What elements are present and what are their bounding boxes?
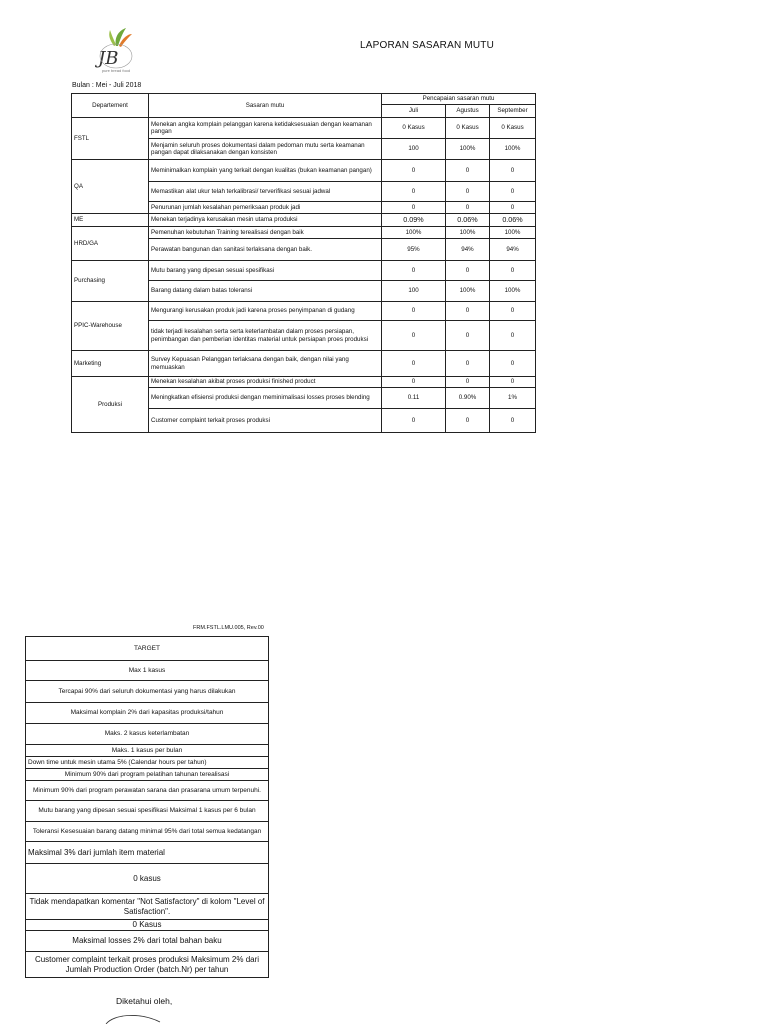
value-cell: 100%	[490, 227, 536, 239]
value-cell: 0.06%	[446, 214, 490, 227]
target-cell: Minimum 90% dari program perawatan sarana dan prasarana umum terpenuhi.	[26, 781, 269, 801]
value-cell: 0	[490, 182, 536, 202]
department-cell: Marketing	[72, 351, 149, 377]
col-header-objective: Sasaran mutu	[149, 94, 382, 118]
value-cell: 0	[382, 160, 446, 182]
value-cell: 0	[490, 377, 536, 388]
objective-cell: Memastikan alat ukur telah terkalibrasi/ terverifikasi sesuai jadwal	[149, 182, 382, 202]
value-cell: 0	[490, 351, 536, 377]
value-cell: 0	[382, 182, 446, 202]
report-title: LAPORAN SASARAN MUTU	[360, 40, 495, 51]
table-row	[72, 302, 536, 321]
objective-cell: Mengurangi kerusakan produk jadi karena proses penyimpanan di gudang	[149, 302, 382, 321]
company-logo	[86, 24, 146, 74]
value-cell: 100%	[446, 139, 490, 160]
signature-stamp	[100, 1010, 170, 1024]
value-cell: 100%	[490, 139, 536, 160]
value-cell: 0	[382, 409, 446, 433]
logo-letters: JB	[98, 48, 119, 69]
target-cell: 0 Kasus	[26, 920, 269, 931]
objective-cell: Mutu barang yang dipesan sesuai spesifikasi	[149, 261, 382, 281]
target-cell: Tercapai 90% dari seluruh dokumentasi yang harus dilakukan	[26, 681, 269, 703]
objective-cell: tidak terjadi kesalahan serta serta keterlambatan dalam proses persiapan, penimbangan dan pemberian identitas material untuk persiapan proes produksi	[149, 321, 382, 351]
objective-cell: Menekan kesalahan akibat proses produksi finished product	[149, 377, 382, 388]
department-cell: Produksi	[72, 377, 149, 433]
value-cell: 0	[382, 351, 446, 377]
col-header-department: Departement	[72, 94, 149, 118]
value-cell: 0	[382, 377, 446, 388]
table-row	[72, 160, 536, 182]
department-cell: PPIC-Warehouse	[72, 302, 149, 351]
objective-cell: Customer complaint terkait proses produksi	[149, 409, 382, 433]
department-cell: FSTL	[72, 118, 149, 160]
target-cell: Maksimal 3% dari jumlah item material	[26, 842, 269, 864]
value-cell: 0	[490, 321, 536, 351]
objective-cell: Menekan angka komplain pelanggan karena ketidaksesuaian dengan keamanan pangan	[149, 118, 382, 139]
value-cell: 0	[490, 302, 536, 321]
quality-objectives-table	[71, 93, 536, 433]
value-cell: 0 Kasus	[446, 118, 490, 139]
target-cell: Down time untuk mesin utama 5% (Calendar hours per tahun)	[26, 757, 269, 769]
value-cell: 95%	[382, 239, 446, 261]
value-cell: 0 Kasus	[490, 118, 536, 139]
report-period: Bulan : Mei - Juli 2018	[72, 82, 142, 89]
department-cell: HRD/GA	[72, 227, 149, 261]
logo-tagline: pure bread food	[101, 68, 131, 73]
target-cell: Maks. 2 kasus keterlambatan	[26, 724, 269, 745]
value-cell: 0	[382, 321, 446, 351]
objective-cell: Meminimalkan komplain yang terkait dengan kualitas (bukan keamanan pangan)	[149, 160, 382, 182]
table-row	[72, 118, 536, 139]
value-cell: 0	[490, 409, 536, 433]
objective-cell: Menekan terjadinya kerusakan mesin utama produksi	[149, 214, 382, 227]
objective-cell: Perawatan bangunan dan sanitasi terlaksana dengan baik.	[149, 239, 382, 261]
value-cell: 0.06%	[490, 214, 536, 227]
acknowledged-label: Diketahui oleh,	[116, 996, 173, 1006]
col-header-month: Agustus	[446, 105, 490, 118]
table-row	[72, 227, 536, 239]
target-cell: Toleransi Kesesuaian barang datang minimal 95% dari total semua kedatangan	[26, 822, 269, 842]
value-cell: 0	[446, 160, 490, 182]
table-row	[72, 377, 536, 388]
value-cell: 0	[382, 202, 446, 214]
objective-cell: Survey Kepuasan Pelanggan terlaksana dengan baik, dengan nilai yang memuaskan	[149, 351, 382, 377]
value-cell: 100%	[382, 227, 446, 239]
objective-cell: Meningkatkan efisiensi produksi dengan meminimalisasi losses proses blending	[149, 388, 382, 409]
value-cell: 100%	[446, 227, 490, 239]
value-cell: 0	[446, 409, 490, 433]
col-header-achievement: Pencapaian sasaran mutu	[382, 94, 536, 105]
objective-cell: Barang datang dalam batas toleransi	[149, 281, 382, 302]
objective-cell: Penurunan jumlah kesalahan pemeriksaan produk jadi	[149, 202, 382, 214]
target-table	[25, 636, 269, 978]
value-cell: 94%	[490, 239, 536, 261]
value-cell: 0 Kasus	[382, 118, 446, 139]
value-cell: 100	[382, 139, 446, 160]
value-cell: 0.90%	[446, 388, 490, 409]
target-cell: 0 kasus	[26, 864, 269, 894]
target-cell: Tidak mendapatkan komentar "Not Satisfactory" di kolom "Level of Satisfaction".	[26, 894, 269, 920]
value-cell: 0	[446, 202, 490, 214]
value-cell: 0.11	[382, 388, 446, 409]
target-cell: Customer complaint terkait proses produksi Maksimum 2% dari Jumlah Production Order (batch.Nr) per tahun	[26, 952, 269, 978]
department-cell: Purchasing	[72, 261, 149, 302]
value-cell: 1%	[490, 388, 536, 409]
value-cell: 0	[446, 261, 490, 281]
value-cell: 0	[382, 302, 446, 321]
objective-cell: Pemenuhan kebutuhan Training terealisasi dengan baik	[149, 227, 382, 239]
col-header-month: Juli	[382, 105, 446, 118]
target-cell: Max 1 kasus	[26, 661, 269, 681]
table-row	[72, 351, 536, 377]
table-row	[72, 214, 536, 227]
value-cell: 0	[446, 351, 490, 377]
target-cell: Mutu barang yang dipesan sesuai spesifikasi Maksimal 1 kasus per 6 bulan	[26, 801, 269, 822]
department-cell: QA	[72, 160, 149, 214]
col-header-month: September	[490, 105, 536, 118]
value-cell: 100%	[490, 281, 536, 302]
target-cell: Maks. 1 kasus per bulan	[26, 745, 269, 757]
value-cell: 0	[382, 261, 446, 281]
value-cell: 0	[446, 321, 490, 351]
table-row	[72, 261, 536, 281]
target-cell: Minimum 90% dari program pelatihan tahunan terealisasi	[26, 769, 269, 781]
value-cell: 94%	[446, 239, 490, 261]
value-cell: 0	[490, 160, 536, 182]
target-cell: Maksimal losses 2% dari total bahan baku	[26, 931, 269, 952]
value-cell: 0	[446, 182, 490, 202]
target-header: TARGET	[26, 637, 269, 661]
value-cell: 0	[490, 261, 536, 281]
value-cell: 0.09%	[382, 214, 446, 227]
form-code: FRM.FSTL.LMU.005, Rev.00	[193, 625, 264, 631]
value-cell: 100%	[446, 281, 490, 302]
objective-cell: Menjamin seluruh proses dokumentasi dalam pedoman mutu serta keamanan pangan dapat dilaksanakan dengan konsisten	[149, 139, 382, 160]
value-cell: 0	[446, 377, 490, 388]
value-cell: 0	[490, 202, 536, 214]
department-cell: ME	[72, 214, 149, 227]
value-cell: 0	[446, 302, 490, 321]
value-cell: 100	[382, 281, 446, 302]
target-cell: Maksimal komplain 2% dari kapasitas produksi/tahun	[26, 703, 269, 724]
